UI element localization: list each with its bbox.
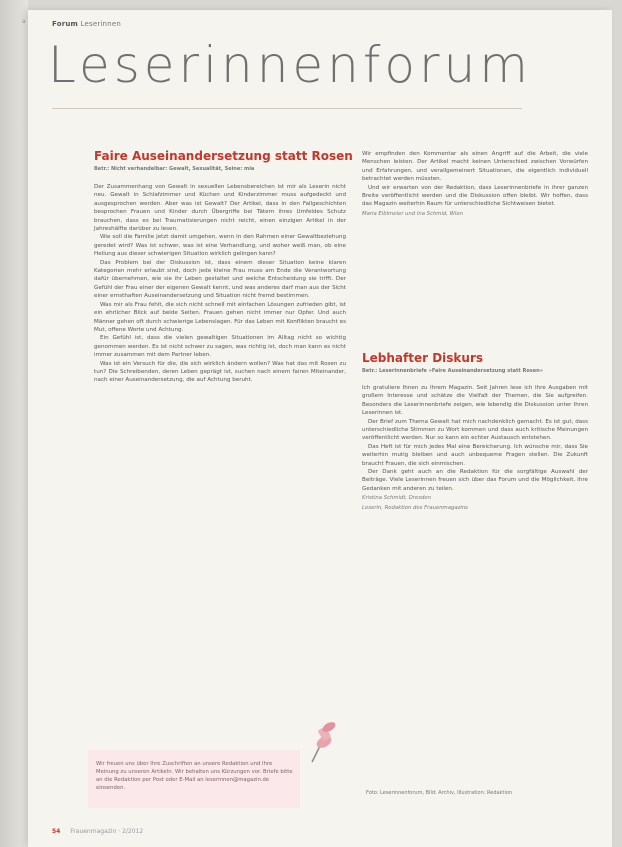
pushpin-icon [302, 722, 338, 770]
article1-paragraph: Der Zusammenhang von Gewalt in sexuellen Lebensbereichen ist mir als Leserin nicht neu. Gewalt in Schlafzimmer und Küchen und Kinderzimmer muss aufgedeckt und ausgesprochen werden. Aber was ist Gewalt? Der Artikel, dass in den Fallgeschichten besprochen Frauen und Kinder durch Übergriffe bei Tätern ihres Umfeldes Schutz brauchen, dass es bei Traumatisierungen nicht reicht, einen einzigen Artikel in der Jahreshälfte darüber zu lesen. [94, 184, 346, 233]
page-title: Leserinnenforum [48, 36, 532, 94]
article1-paragraph: Wie soll die Familie jetzt damit umgehen, wenn in den Rahmen einer Gewaltbeziehung geredet wird? Was ist schwer, was ist eine Verhandlung, und woher weiß man, ob eine Heilung aus dieser schwierigen Situation wirklich gelingen kann? [94, 234, 346, 258]
photo-caption: Foto: Leserinnenforum, Bild: Archiv, Illustration: Redaktion [366, 790, 513, 796]
article1-paragraph: Was ist ein Versuch für die, die sich wirklich ändern wollen? Was hat das mit Rosen zu tun? Die Schreibenden, deren Leben geprägt ist, suchen nach einem fairen Miteinander, nach einer Auseinandersetzung, die auf Achtung beruht. [94, 360, 346, 384]
article2-paragraph: Der Dank geht auch an die Redaktion für die sorgfältige Auswahl der Beiträge. Viele Leserinnen freuen sich über das Forum und die Möglichkeit, ihre Gedanken mit anderen zu teilen. [362, 469, 588, 492]
article1-signature: Maria Eiblmeier und Ina Schmid, Wien [362, 210, 463, 217]
article2-subline: Betr.: Leserinnenbriefe »Faire Auseinandersetzung statt Rosen« [362, 368, 543, 374]
page-gutter-shadow [0, 0, 28, 847]
article1-paragraph: Was mir als Frau fehlt, die sich nicht schnell mit einfachen Lösungen zufrieden gibt, ist ein ehrlicher Blick auf beide Seiten. Frauen gehen nicht immer nur Opfer. Und auch Männer gehen oft durch schwierige Lebenslagen. Für das Leben mit Konflikten braucht es Mut, offene Worte und Achtung. [94, 301, 346, 333]
article1-column-right [362, 150, 588, 218]
article2-signature: Kristina Schmidt, Dresden [362, 495, 432, 502]
section-kicker [52, 20, 121, 28]
article2-paragraph: Ich gratuliere Ihnen zu Ihrem Magazin. Seit Jahren lese ich Ihre Ausgaben mit großem Interesse und schätze die Vielfalt der Themen, die Sie aufgreifen. Besonders die Leserinnenbriefe zeigen, wie lebendig die Diskussion unter Ihren Leserinnen ist. [362, 385, 588, 417]
margin-mark: a [22, 18, 26, 25]
article1-subline: Betr.: Nicht verhandelbar: Gewalt, Sexualität, Seine: mia [94, 166, 255, 172]
article2-headline: Lebhafter Diskurs [362, 351, 484, 365]
article1-paragraph: Das Problem bei der Diskussion ist, dass einem dieser Situation keine klaren Kategorien mehr erlaubt sind, doch jede kleine Frau muss am Ende die Verantwortung dafür übernehmen, wie sie ihr Leben gestaltet und welche Entscheidung sie trifft. Der Gefühl der Frau einer der eigenen Gewalt kennt, und was anderes darf man aus der Sicht einer ernsthaften Auseinandersetzung und Situation nicht fremd bestimmen. [94, 259, 346, 300]
article2-paragraph: Das Heft ist für mich jedes Mal eine Bereicherung. Ich wünsche mir, dass Sie weiterhin mutig bleiben und auch unbequeme Fragen stellen. Die Zukunft braucht Frauen, die sich einmischen. [362, 443, 588, 467]
page-footer [52, 828, 143, 835]
article1-column-left [94, 183, 346, 385]
article2-signature-role: Leserin, Redaktion des Frauenmagazins [362, 504, 468, 511]
page-number: 54 [52, 828, 61, 835]
article2-paragraph: Der Brief zum Thema Gewalt hat mich nachdenklich gemacht. Es ist gut, dass unterschiedliche Stimmen zu Wort kommen und dass auch kritische Meinungen veröffentlicht werden. Nur so kann ein echter Austausch entstehen. [362, 418, 588, 442]
kicker-section: Forum [52, 20, 79, 28]
article1-paragraph: Und wir erwarten von der Redaktion, dass Leserinnenbriefe in ihrer ganzen Breite veröffentlicht werden und die Diskussion offen bleibt. Wir hoffen, dass das Magazin weiterhin Raum für unterschiedliche Sichtweisen bietet. [362, 184, 588, 208]
article1-headline: Faire Auseinandersetzung statt Rosen [94, 149, 353, 163]
editorial-note-text: Wir freuen uns über Ihre Zuschriften an unsere Redaktion und Ihre Meinung zu unseren Artikeln. Wir behalten uns Kürzungen vor. Briefe bitte an die Redaktion per Post oder E-Mail an leserinnen@magazin.de einsenden. [96, 761, 293, 791]
title-rule [52, 108, 522, 109]
footer-publication: Frauenmagazin · 2/2012 [70, 828, 144, 835]
article1-paragraph: Ein Gefühl ist, dass die vielen gewaltigen Situationen im Alltag nicht so wichtig genommen werden. Es ist nicht schwer zu sagen, was richtig ist, doch man kann es nicht immer zusammen mit dem Partner leben. [94, 335, 346, 359]
kicker-topic: Leserinnen [80, 20, 121, 28]
article1-paragraph: Wir empfinden den Kommentar als einen Angriff auf die Arbeit, die viele Menschen leisten. Der Artikel macht keinen Unterschied zwischen Vorwürfen und Erfahrungen, und verallgemeinert Situationen, die eigentlich individuell betrachtet werden müssten. [362, 151, 588, 183]
article2-column [362, 384, 588, 512]
